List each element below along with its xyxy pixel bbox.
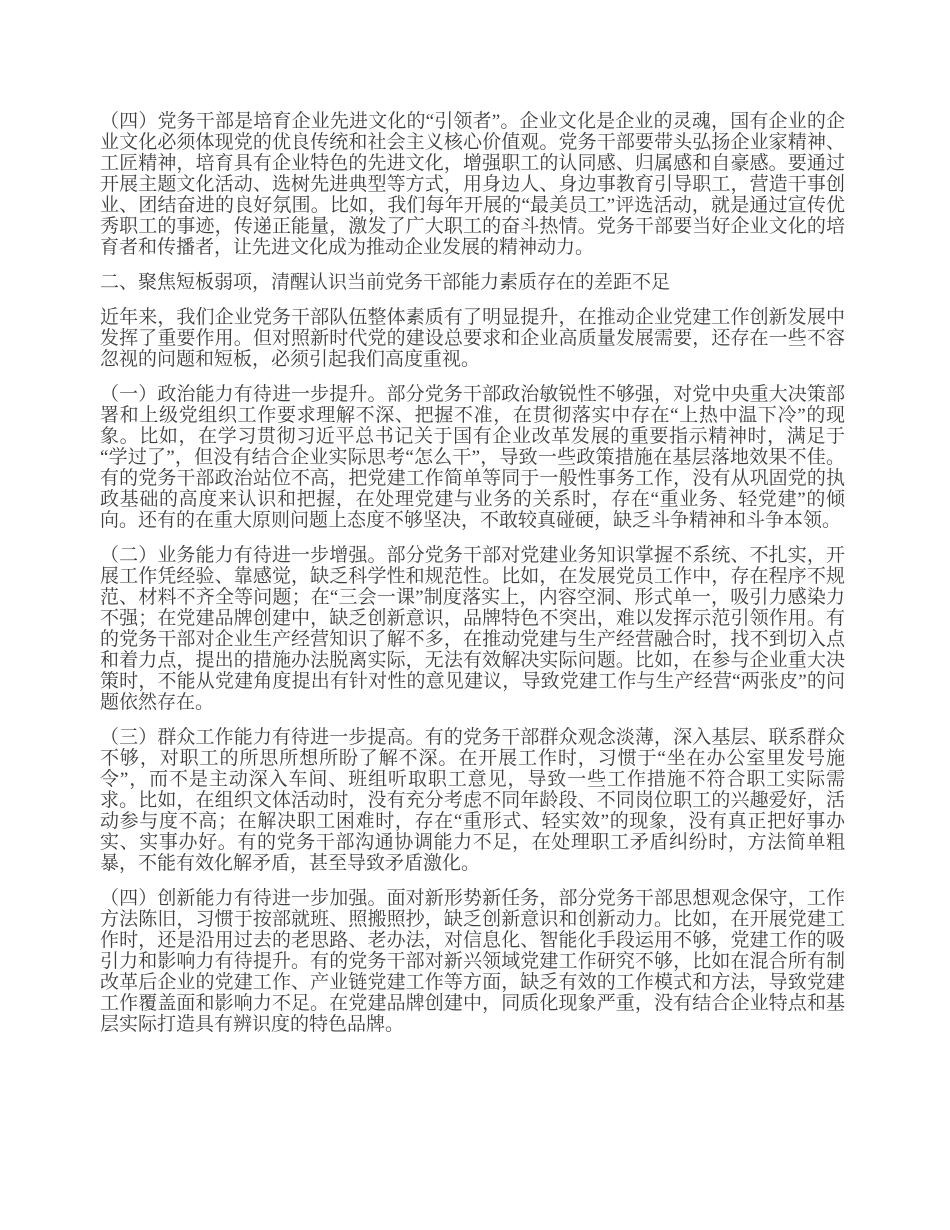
paragraph-business-ability: （二）业务能力有待进一步增强。部分党务干部对党建业务知识掌握不系统、不扎实，开展工作凭经验、靠感觉，缺乏科学性和规范性。比如，在发展党员工作中，存在程序不规范、材料不齐全等问题；在“三会一课”制度落实上，内容空洞、形式单一，吸引力感染力不强；在党建品牌创建中，缺乏创新意识，品牌特色不突出，难以发挥示范引领作用。有的党务干部对企业生产经营知识了解不多，在推动党建与生产经营融合时，找不到切入点和着力点，提出的措施办法脱离实际，无法有效解决实际问题。比如，在参与企业重大决策时，不能从党建角度提出有针对性的意见建议，导致党建工作与生产经营“两张皮”的问题依然存在。 bbox=[100, 545, 845, 713]
paragraph-culture-leader: （四）党务干部是培育企业先进文化的“引领者”。企业文化是企业的灵魂，国有企业的企业文化必须体现党的优良传统和社会主义核心价值观。党务干部要带头弘扬企业家精神、工匠精神，培育具有企业特色的先进文化，增强职工的认同感、归属感和自豪感。要通过开展主题文化活动、选树先进典型等方式，用身边人、身边事教育引导职工，营造干事创业、团结奋进的良好氛围。比如，我们每年开展的“最美员工”评选活动，就是通过宣传优秀职工的事迹，传递正能量，激发了广大职工的奋斗热情。党务干部要当好企业文化的培育者和传播者，让先进文化成为推动企业发展的精神动力。 bbox=[100, 111, 845, 258]
paragraph-innovation-ability: （四）创新能力有待进一步加强。面对新形势新任务，部分党务干部思想观念保守，工作方法陈旧，习惯于按部就班、照搬照抄，缺乏创新意识和创新动力。比如，在开展党建工作时，还是沿用过去的老思路、老办法，对信息化、智能化手段运用不够，党建工作的吸引力和影响力有待提升。有的党务干部对新兴领域党建工作研究不够，比如在混合所有制改革后企业的党建工作、产业链党建工作等方面，缺乏有效的工作模式和方法，导致党建工作覆盖面和影响力不足。在党建品牌创建中，同质化现象严重，没有结合企业特点和基层实际打造具有辨识度的特色品牌。 bbox=[100, 888, 845, 1035]
paragraph-overview: 近年来，我们企业党务干部队伍整体素质有了明显提升，在推动企业党建工作创新发展中发挥了重要作用。但对照新时代党的建设总要求和企业高质量发展需要，还存在一些不容忽视的问题和短板，必须引起我们高度重视。 bbox=[100, 307, 845, 370]
section-heading-part-two: 二、聚焦短板弱项，清醒认识当前党务干部能力素质存在的差距不足 bbox=[100, 272, 671, 293]
paragraph-mass-work-ability: （三）群众工作能力有待进一步提高。有的党务干部群众观念淡薄，深入基层、联系群众不够，对职工的所思所想所盼了解不深。在开展工作时，习惯于“坐在办公室里发号施令”，而不是主动深入车间、班组听取职工意见，导致一些工作措施不符合职工实际需求。比如，在组织文体活动时，没有充分考虑不同年龄段、不同岗位职工的兴趣爱好，活动参与度不高；在解决职工困难时，存在“重形式、轻实效”的现象，没有真正把好事办实、实事办好。有的党务干部沟通协调能力不足，在处理职工矛盾纠纷时，方法简单粗暴，不能有效化解矛盾，甚至导致矛盾激化。 bbox=[100, 727, 845, 874]
paragraph-political-ability: （一）政治能力有待进一步提升。部分党务干部政治敏锐性不够强，对党中央重大决策部署和上级党组织工作要求理解不深、把握不准，在贯彻落实中存在“上热中温下冷”的现象。比如，在学习贯彻习近平总书记关于国有企业改革发展的重要指示精神时，满足于“学过了”，但没有结合企业实际思考“怎么干”，导致一些政策措施在基层落地效果不佳。有的党务干部政治站位不高，把党建工作简单等同于一般性事务工作，没有从巩固党的执政基础的高度来认识和把握，在处理党建与业务的关系时，存在“重业务、轻党建”的倾向。还有的在重大原则问题上态度不够坚决，不敢较真碰硬，缺乏斗争精神和斗争本领。 bbox=[100, 384, 845, 531]
